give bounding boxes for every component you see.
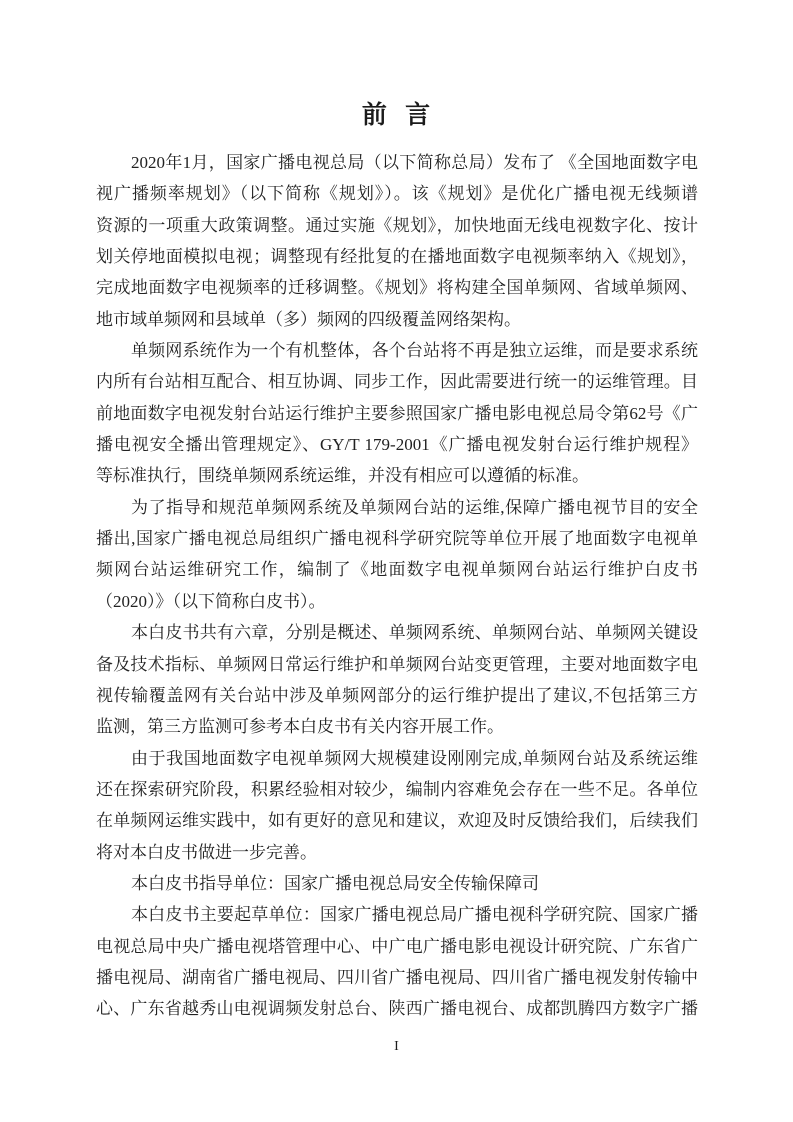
text-line: 将对本白皮书做进一步完善。	[96, 842, 317, 862]
text-line: 视广播频率规划》（以下简称《规划》）。该《规划》是优化广播电视无线频谱	[96, 184, 698, 204]
text-line: 心、广东省越秀山电视调频发射总台、陕西广播电视台、成都凯腾四方数字广播	[96, 999, 698, 1019]
text-line: 完成地面数字电视频率的迁移调整。《规划》将构建全国单频网、省域单频网、	[96, 278, 698, 298]
text-line: 2020年1月，国家广播电视总局（以下简称总局）发布了 《全国地面数字电	[131, 153, 698, 172]
text-line: 监测，第三方监测可参考本白皮书有关内容开展工作。	[96, 717, 504, 737]
text-line: 本白皮书共有六章，分别是概述、单频网系统、单频网台站、单频网关键设	[131, 623, 698, 643]
text-line: 前地面数字电视发射台站运行维护主要参照国家广播电影电视总局令第62号《广	[96, 403, 698, 423]
text-line: 备及技术指标、单频网日常运行维护和单频网台站变更管理，主要对地面数字电	[96, 654, 698, 674]
text-line: 视传输覆盖网有关台站中涉及单频网部分的运行维护提出了建议,不包括第三方	[96, 685, 698, 705]
text-line: 频网台站运维研究工作，编制了《地面数字电视单频网台站运行维护白皮书	[96, 560, 698, 580]
text-line: 资源的一项重大政策调整。通过实施《规划》，加快地面无线电视数字化、按计	[96, 215, 698, 235]
text-line: 本白皮书主要起草单位：国家广播电视总局广播电视科学研究院、国家广播	[131, 905, 698, 925]
text-line: 等标准执行，围绕单频网系统运维，并没有相应可以遵循的标准。	[96, 466, 589, 486]
text-line: 播电视安全播出管理规定》、GY/T 179-2001《广播电视发射台运行维护规程》	[96, 435, 698, 455]
text-line: 在单频网运维实践中，如有更好的意见和建议，欢迎及时反馈给我们，后续我们	[96, 811, 698, 831]
text-line: 划关停地面模拟电视；调整现有经批复的在播地面数字电视频率纳入《规划》，	[96, 247, 698, 267]
text-line: 地市域单频网和县域单（多）频网的四级覆盖网络架构。	[96, 309, 521, 329]
document-body	[96, 147, 698, 1025]
text-line: 为了指导和规范单频网系统及单频网台站的运维,保障广播电视节目的安全	[131, 497, 698, 517]
text-line: 播电视局、湖南省广播电视局、四川省广播电视局、四川省广播电视发射传输中	[96, 967, 698, 987]
text-line: （2020）》（以下简称白皮书）。	[96, 591, 326, 611]
text-line: 电视总局中央广播电视塔管理中心、中广电广播电影电视设计研究院、广东省广	[96, 936, 698, 956]
text-line: 由于我国地面数字电视单频网大规模建设刚刚完成,单频网台站及系统运维	[131, 748, 698, 768]
page-title: 前 言	[361, 102, 432, 129]
text-line: 播出,国家广播电视总局组织广播电视科学研究院等单位开展了地面数字电视单	[96, 529, 698, 549]
page-number: I	[394, 1039, 399, 1054]
text-line: 本白皮书指导单位：国家广播电视总局安全传输保障司	[131, 873, 539, 893]
text-line: 内所有台站相互配合、相互协调、同步工作，因此需要进行统一的运维管理。目	[96, 372, 698, 392]
text-line: 还在探索研究阶段，积累经验相对较少，编制内容难免会存在一些不足。各单位	[96, 779, 698, 799]
text-line: 单频网系统作为一个有机整体，各个台站将不再是独立运维，而是要求系统	[131, 341, 698, 361]
